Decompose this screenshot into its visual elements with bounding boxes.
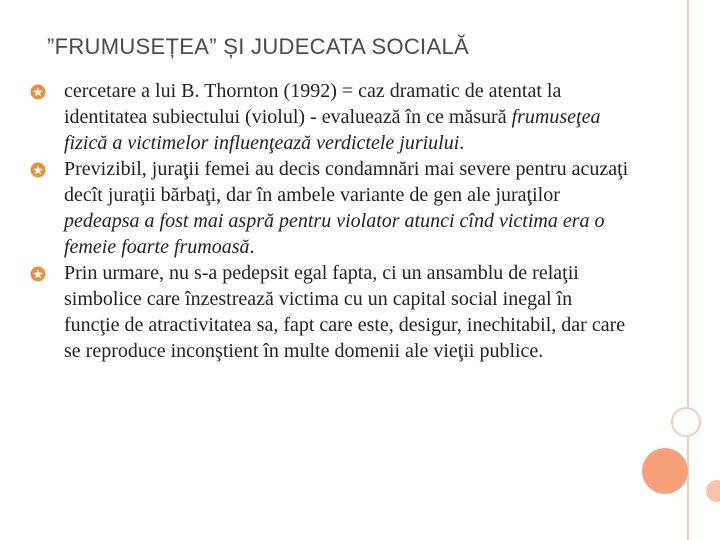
decorative-vertical-line: [687, 0, 689, 540]
bullet-text: cercetare a lui B. Thornton (1992) = caz dramatic de atentat la identitatea subiectului (violul) - evaluează în ce măsură frumuseţea fizică a victimelor influenţează verdictele juriului.: [64, 80, 601, 154]
decorative-circle-small: [706, 480, 720, 502]
list-item: [30, 78, 630, 156]
list-item: [30, 260, 630, 364]
bullet-text: Prin urmare, nu s-a pedepsit egal fapta, ci un ansamblu de relaţii simbolice care înzestrează victima cu un capital social inegal în funcţie de atractivitatea sa, fapt care este, desigur, inechitabil, dar care se reproduce inconştient în multe domenii ale vieţii publice.: [64, 262, 626, 362]
decorative-ring: [671, 407, 701, 437]
list-item: [30, 156, 630, 260]
star-circle-icon: [30, 84, 46, 100]
bullet-text: Previzibil, juraţii femei au decis condamnări mai severe pentru acuzaţi decît juraţii bărbaţi, dar în ambele variante de gen ale juraţilor pedeapsa a fost mai aspră pentru violator atunci cînd victima era o femeie foarte frumoasă.: [64, 158, 629, 258]
slide-title: ”FRUMUSEȚEA” ȘI JUDECATA SOCIALĂ: [47, 34, 469, 59]
bullet-list: [30, 78, 630, 364]
star-circle-icon: [30, 162, 46, 178]
decorative-circle: [642, 448, 688, 494]
star-circle-icon: [30, 266, 46, 282]
